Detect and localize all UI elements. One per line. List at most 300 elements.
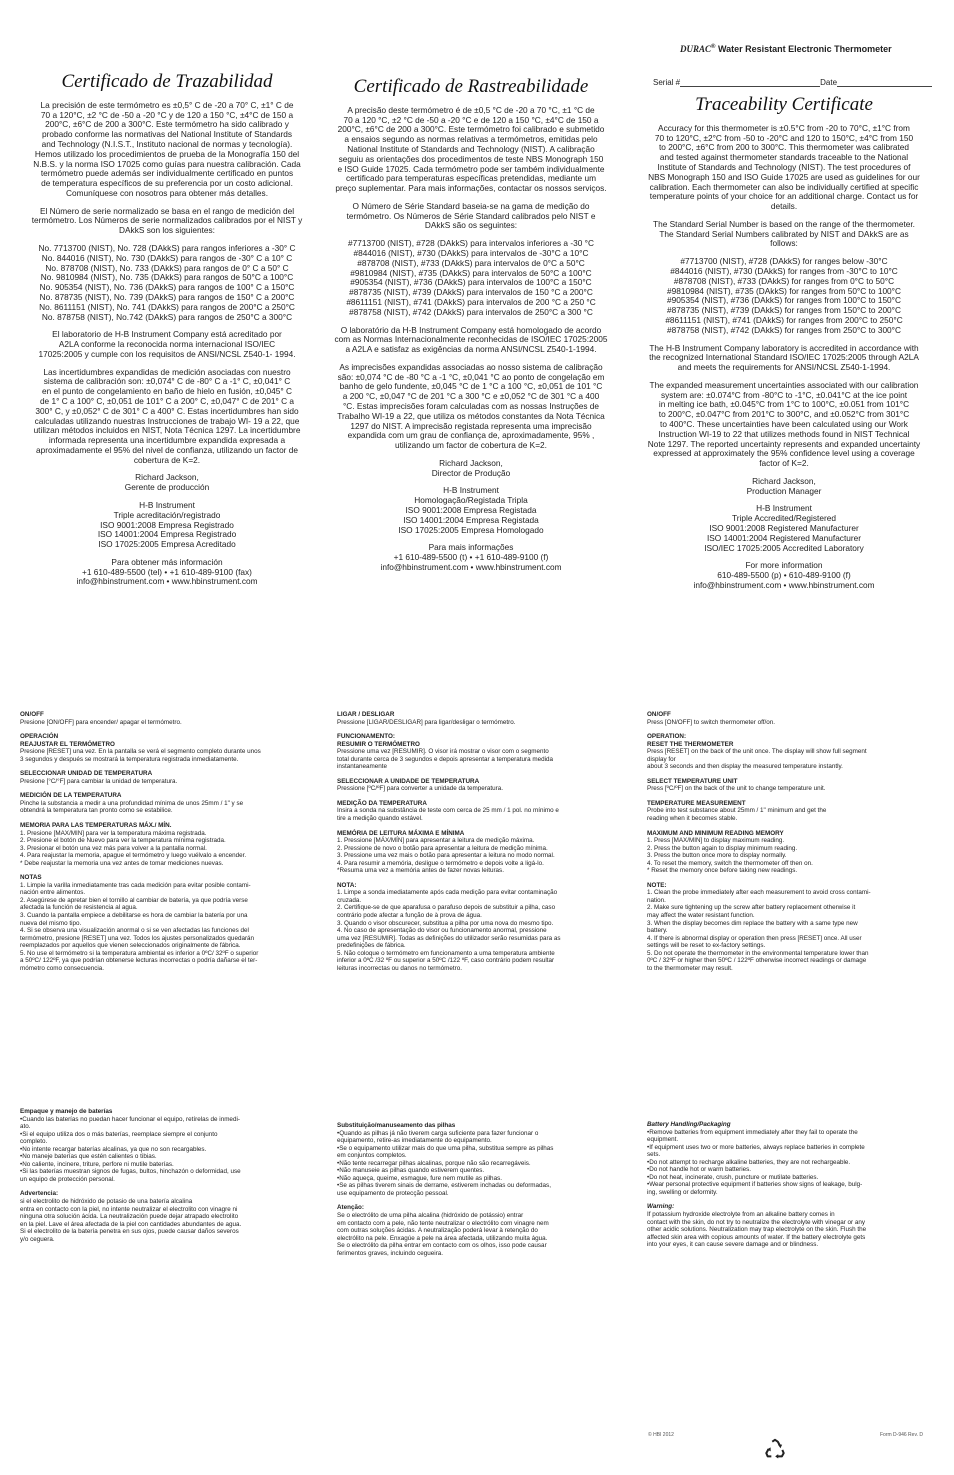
brand-header xyxy=(680,44,892,54)
text-line: de temperatura específicos de su preferencia por un costo adicional. xyxy=(41,178,293,189)
english-warning-label: Warning: xyxy=(647,1203,675,1211)
english-contact xyxy=(636,561,932,590)
spanish-accuracy xyxy=(22,101,312,199)
text-line: expandida com um grau de confiança de, aproximadamente, 95% , xyxy=(347,430,595,441)
section-heading xyxy=(337,733,619,748)
text-line: #905354 (NIST), #736 (DAkkS) for ranges from 100°C to 150°C xyxy=(667,295,901,306)
body-line: battery. xyxy=(647,927,668,935)
text-line: No. 878708 (NIST), No. 733 (DAkkS) para rangos de 0° C a 50° C xyxy=(45,262,289,273)
section-heading xyxy=(20,822,302,830)
body-line: may affect the water resistant function. xyxy=(647,912,755,920)
text-line: The H-B Instrument Company laboratory is accredited in accordance with xyxy=(649,342,919,353)
text-line: #9810984 (NIST), #735 (DAkkS) for ranges from 50°C to 100°C xyxy=(667,285,901,296)
text-line: the recognized International Standard ISO/IEC 17025:2005 through A2LA xyxy=(649,352,919,363)
portuguese-instructions xyxy=(337,711,619,979)
heading-line: REAJUSTAR EL TERMÓMETRO xyxy=(20,740,115,748)
body-line: reemplazados por aquellos que vienen seleccionados originalmente de fábrica. xyxy=(20,942,241,950)
spanish-certificate xyxy=(22,72,312,595)
portuguese-title: Certificado de Rastreabilidade xyxy=(353,76,589,97)
section-heading xyxy=(647,711,929,719)
text-line: Triple Accredited/Registered xyxy=(732,513,836,524)
text-line: sets. xyxy=(647,1151,661,1159)
text-line: #878708 (NIST), #733 (DAkkS) para intervalos de 0°C a 50°C xyxy=(357,257,585,268)
text-line: #878735 (NIST), #739 (DAkkS) for ranges from 150°C to 200°C xyxy=(667,305,901,316)
text-line: •Wear personal protective equipment if batteries show signs of leakage, bulg- xyxy=(647,1181,863,1189)
spanish-warning-label: Advertencia: xyxy=(20,1190,59,1198)
text-line: #878708 (NIST), #733 (DAkkS) for ranges from 0°C to 50°C xyxy=(673,275,895,286)
body-line: 4. Para resumir a memória, desligue o termómetro e depois volte a ligá-lo. xyxy=(337,859,544,867)
body-line: instantaneamente xyxy=(337,763,388,771)
text-line: to 200°C, ±6°C from 200 to 300°C. This thermometer was calibrated xyxy=(658,142,909,153)
section-body xyxy=(647,837,929,875)
text-line: into your eyes, it can cause severe damage and or blindness. xyxy=(647,1241,819,1249)
text-line: 17025:2005 y cumple con los requisitos de ANSI/NCSL Z540-1- 1994. xyxy=(38,348,296,359)
heading-line: OPERATION: xyxy=(647,733,687,741)
text-line: °C. Estas imprecisões foram calculadas com as nossas Instruções de xyxy=(342,400,600,411)
text-line: electrólito na pele. Enxagúe a pele na área afectada, utilizando muita água. xyxy=(337,1234,548,1242)
section-body xyxy=(20,800,302,815)
text-line: equipment. xyxy=(647,1136,679,1144)
section-body xyxy=(647,889,929,972)
section-body xyxy=(647,748,929,771)
text-line: termómetro. Os Números de Série Standard calibrados pelo NIST e xyxy=(346,210,596,221)
section-heading xyxy=(20,733,302,748)
section-heading xyxy=(647,882,929,890)
text-line: banho de gelo fundente, ±0,045 °C de 1 °C a 100 °C, ±0,051 de 101 °C xyxy=(339,381,603,392)
text-line: O Número de Série Standard baseia-se na gama de medição do xyxy=(352,200,590,211)
text-line: temperature points of your choice for an additional charge. Contact us for xyxy=(649,191,919,202)
text-line: em contacto com a pele, não tente neutralizar o electrólito com vinagre nem xyxy=(337,1219,549,1227)
body-line: settings will be reset to ex-factory settings. xyxy=(647,942,766,950)
section-heading xyxy=(20,711,302,719)
heading-line: NOTE: xyxy=(647,881,667,889)
text-line: #878735 (NIST), #739 (DAkkS) para intervalos de 150 °C a 200°C xyxy=(349,287,593,298)
section-body xyxy=(337,719,619,727)
body-line: 5. Do not operate the thermometer in the environmental temperature lower than xyxy=(647,949,869,957)
portuguese-company xyxy=(326,486,616,535)
text-line: probado conforme las normativas del National Institute of Standards xyxy=(42,129,292,140)
text-line: 200°C, ±6°C de 200 a 300°C. Este termómetro foi calibrado e submetido xyxy=(337,124,605,135)
text-line: certificado para temperaturas específicas pretendidas, mediante um xyxy=(346,173,596,184)
text-line: to 400°C. These uncertainties have been calculated using our Work xyxy=(660,418,908,429)
text-line: No. 844016 (NIST), No. 730 (DAkkS) para rangos de -30° C a 10° C xyxy=(41,252,293,263)
body-line: 1. Press [MAX/MIN] to display maximum reading. xyxy=(647,837,785,845)
text-line: National Institute of Standards and Technology (NIST). A calibração xyxy=(347,144,595,155)
text-line: informada representa una incertidumbre expandida expresada a xyxy=(48,435,286,446)
text-line: em conjuntos completos. xyxy=(337,1152,407,1160)
english-certificate xyxy=(636,95,932,599)
section-body xyxy=(647,807,929,822)
text-line: El Número de serie normalizado se basa en el rango de medición del xyxy=(39,205,295,216)
english-instructions xyxy=(647,711,929,979)
body-line: uma vez [RESUMIR]. Todas as definições do utilizador serão resumidas para as xyxy=(337,934,561,942)
text-line: ISO 9001:2008 Empresa Registada xyxy=(405,505,537,516)
english-signature xyxy=(636,477,932,497)
text-line: de 1° C a 100° C, ±0,051 de 101° C a 200° C, ±0,047° C de 201° C a xyxy=(39,395,295,406)
text-line: details. xyxy=(770,201,798,212)
text-line: and tested against thermometer standards traceable to the National xyxy=(659,152,909,163)
text-line: No. 9810984 (NIST), No. 735 (DAkkS) para rangos de 50°C a 100°C xyxy=(40,272,294,283)
section-heading xyxy=(337,800,619,808)
body-line: tire a medição quando estável. xyxy=(337,815,423,823)
body-line: 4. To reset the memory, switch the thermometer off then on. xyxy=(647,859,813,867)
text-line: H-B Instrument xyxy=(139,500,195,511)
text-line: Instruction WI-19 to 22 that utilizes methods found in NIST Technical xyxy=(658,428,910,439)
body-line: Press [ºC/ºF] on the back of the unit to change temperature unit. xyxy=(647,785,826,793)
text-line: seguiu as orientações dos procedimentos de teste NBS Monograph 150 xyxy=(338,153,604,164)
text-line: sistema de calibración son: ±0,074° C de -80° C a -1° C, ±0,041° C xyxy=(43,376,291,387)
heading-line: RESUMIR O TERMÓMETRO xyxy=(337,740,420,748)
body-line: about 3 seconds and then display the measured temperature instantly. xyxy=(647,763,843,771)
section-heading xyxy=(337,830,619,838)
body-line: 3 segundos y después se mostrará la temperatura registrada inmediatamente. xyxy=(20,755,239,763)
text-line: •Do not heat, incinerate, crush, puncture or mutilate batteries. xyxy=(647,1173,819,1181)
text-line: Comuníquese con nosotros para obtener más detalles. xyxy=(65,187,268,198)
section-body xyxy=(647,719,929,727)
spanish-warning-text xyxy=(20,1198,302,1243)
text-line: Si el electrolito de la batería penetra en sus ojos, puede causar daños severos xyxy=(20,1228,239,1236)
text-line: El laboratorio de H-B Instrument Company está acreditado por xyxy=(52,329,282,340)
text-line: com outras soluções ácidas. A neutralização poderá levar à retenção do xyxy=(337,1227,538,1235)
portuguese-accreditation xyxy=(326,326,616,355)
spanish-battery-list xyxy=(20,1116,302,1184)
text-line: A2LA conforme la reconocida norma internacional ISO/IEC xyxy=(58,339,276,350)
text-line: #878758 (NIST), #742 (DAkkS) para intervalos de 250°C a 300 °C xyxy=(349,306,593,317)
body-line: *Resuma uma vez a memória antes de fazer novas leituras. xyxy=(337,867,504,875)
text-line: As imprecisões expandidas associadas ao nosso sistema de calibração xyxy=(339,361,603,372)
body-line: 4. If there is abnormal display or operation then press [RESET] once. All user xyxy=(647,934,862,942)
text-line: other acidic solutions. Neutralization may trap electrolyte on the skin. Flush the xyxy=(647,1226,867,1234)
copyright: © HBI 2012 xyxy=(648,1432,674,1438)
text-line: cobertura de K=2. xyxy=(133,454,201,465)
body-line: 3. Press the button once more to display normally. xyxy=(647,852,787,860)
section-heading xyxy=(20,792,302,800)
text-line: N.B.S. y la norma ISO 17025 como guías para nuestra calibración. Cada xyxy=(33,158,301,169)
text-line: ISO 9001:2008 Empresa Registrado xyxy=(100,519,234,530)
body-line: 2. Presione el botón de Nuevo para ver la temperatura mínima registrada. xyxy=(20,837,226,845)
portuguese-uncertainty xyxy=(326,363,616,451)
body-line: total durante cerca de 3 segundos e depois apresentar a temperatura medida xyxy=(337,755,553,763)
text-line: aproximadamente el 95% del nivel de confianza, utilizando un factor de xyxy=(36,444,298,455)
portuguese-accuracy xyxy=(326,106,616,194)
body-line: 5. Não coloque o termómetro em funcionamento a uma temperatura ambiente xyxy=(337,949,555,957)
body-line: 2. Asegúrese de apretar bien el tornillo al cambiar de batería, ya que podría verse xyxy=(20,896,248,904)
text-line: un equipo de protección personal. xyxy=(20,1175,115,1183)
text-line: si el electrolito de hidróxido de potasio de una batería alcalina xyxy=(20,1198,193,1206)
heading-line: MEMÓRIA DE LEITURA MÁXIMA E MÍNIMA xyxy=(337,829,465,837)
text-line: •Quando as pilhas já não tiverem carga suficiente para fazer funcionar o xyxy=(337,1129,539,1137)
recycle-icon xyxy=(764,1438,786,1460)
body-line: a 50ºC/ 122ºF, ya que podrían obtenerse lecturas incorrectas o podría dañarse el ter- xyxy=(20,957,258,965)
text-line: 200°C, ±6°C de 200 a 300°C. Este termómetro ha sido calibrado y xyxy=(45,119,289,130)
portuguese-signature xyxy=(326,459,616,479)
section-body xyxy=(337,837,619,875)
text-line: •Remove batteries from equipment immediately after they fail to operate the xyxy=(647,1128,858,1136)
text-line: Se o electrólito da pilha entrar em contacto com os olhos, isso pode causar xyxy=(337,1242,547,1250)
body-line: nueva del mismo tipo. xyxy=(20,919,82,927)
text-line: a ensaios segundo as normas relativas a termómetros, emitidas pelo xyxy=(344,134,598,145)
body-line: Probe into test substance about 25mm / 1" minimum and get the xyxy=(647,807,827,815)
text-line: The expanded measurement uncertainties associated with our calibration xyxy=(649,379,919,390)
text-line: ferimentos graves, incluindo cegueira. xyxy=(337,1249,444,1257)
text-line: use equipamento de protecção pessoal. xyxy=(337,1189,449,1197)
text-line: 300° C, y ±0,052° C de 301° C a 400° C. Estas incertidumbres han sido xyxy=(35,405,299,416)
body-line: reading when it becomes stable. xyxy=(647,815,738,823)
text-line: The Standard Serial Number is based on the range of the thermometer. xyxy=(653,218,915,229)
portuguese-warning-label: Atenção: xyxy=(337,1204,364,1212)
text-line: Para obtener más información xyxy=(111,556,223,567)
serial-blank[interactable] xyxy=(680,77,820,87)
text-line: Richard Jackson, xyxy=(439,457,503,468)
text-line: If potassium hydroxide electrolyte from an alkaline battery comes in xyxy=(647,1211,835,1219)
text-line: •Não manuseie as pilhas quando estiverem quentes. xyxy=(337,1167,485,1175)
section-heading xyxy=(337,778,619,786)
body-line: cruzada. xyxy=(337,896,362,904)
brand-product-name: Water Resistant Electronic Thermometer xyxy=(717,44,892,54)
text-line: #905354 (NIST), #736 (DAkkS) para intervalos de 100°C a 150°C xyxy=(350,277,592,288)
section-heading xyxy=(647,800,929,808)
heading-line: LIGAR / DESLIGAR xyxy=(337,711,395,718)
body-line: 5. No use el termómetro si la temperatura ambiental es inferior a 0ºC/ 32ºF o superior xyxy=(20,949,259,957)
text-line: 70 to 120°C, ±2°C from -50 to -20°C and 120 to 150°C, ±4°C from 150 xyxy=(654,132,914,143)
text-line: ato. xyxy=(20,1123,31,1131)
body-line: Press [RESET] on the back of the unit once. The display will show full segment xyxy=(647,748,867,756)
section-body xyxy=(20,748,302,763)
body-line: 2. Press the button again to display minimum reading. xyxy=(647,844,798,852)
text-line: No. 905354 (NIST), No. 736 (DAkkS) para rangos de 100° C a 150°C xyxy=(39,282,295,293)
english-company xyxy=(636,504,932,553)
text-line: Richard Jackson, xyxy=(752,475,816,486)
text-line: No. 878735 (NIST), No. 739 (DAkkS) para rangos de 150° C a 200°C xyxy=(39,291,295,302)
text-line: •No maneje baterías que estén calientes o tibias. xyxy=(20,1153,157,1161)
text-line: Trabalho WI-19 a 22, que utiliza os métodos constantes da Nota Técnica xyxy=(337,410,605,421)
text-line: •Do not attempt to recharge alkaline batteries, they are not rechargeable. xyxy=(647,1158,851,1166)
text-line: ing, swelling or deformity. xyxy=(647,1188,718,1196)
text-line: Director de Produção xyxy=(431,467,511,478)
text-line: 610-489-5500 (p) • 610-489-9100 (f) xyxy=(717,570,851,581)
text-line: H-B Instrument xyxy=(756,503,812,514)
text-line: No. 8611151 (NIST), No. 741 (DAkkS) para rangos de 200°C a 250°C xyxy=(39,301,295,312)
section-body xyxy=(647,785,929,793)
body-line: afectada la función de resistencia al agua. xyxy=(20,904,138,912)
text-line: são: ±0,074 °C de -80 °C a -1 °C, ±0,041 °C ao ponto de congelação em xyxy=(337,371,605,382)
body-line: Presione [RESET] una vez. En la pantalla se verá el segmento completo durante unos xyxy=(20,748,261,756)
heading-line: MAXIMUM AND MINIMUM READING MEMORY xyxy=(647,829,784,837)
body-line: * Reset the memory once before taking new readings. xyxy=(647,867,798,875)
portuguese-serial-list xyxy=(326,239,616,317)
text-line: calculadas utilizando nuestras Instrucciones de trabajo WI- 19 a 22, que xyxy=(34,415,300,426)
text-line: ISO 14001:2004 Registered Manufacturer xyxy=(706,532,862,543)
body-line: 4. Para reajustar la memoria, apague el termómetro y luego vuélvalo a encender. xyxy=(20,852,247,860)
body-line: 1. Limpe a sonda imediatamente após cada medição para evitar contaminação xyxy=(337,889,558,897)
section-body xyxy=(337,889,619,972)
text-line: •Se o equipamento utilizar mais do que uma pilha, substitua sempre as pilhas xyxy=(337,1144,554,1152)
text-line: ISO 17025:2005 Empresa Homologado xyxy=(398,524,544,535)
body-line: to the thermometer may result. xyxy=(647,964,733,972)
body-line: inferior a 0ºC /32 ºF ou superior a 50ºC /122 ºF, caso contrário podem resultar xyxy=(337,957,555,965)
body-line: 2. Pressione de novo o botão para apresentar a leitura de medição mínima. xyxy=(337,844,548,852)
text-line: Note 1297. The reported uncertainty represents and expanded uncertainty xyxy=(647,438,921,449)
heading-line: MEMORIA PARA LAS TEMPERATURAS MÁX./ MÍN. xyxy=(20,822,172,830)
portuguese-serial-intro xyxy=(326,202,616,231)
text-line: DAkkS son los siguientes: xyxy=(119,225,215,236)
body-line: termómetro, presione [RESET] una vez. Todos los ajustes personalizados quedarán xyxy=(20,934,255,942)
section-heading xyxy=(20,874,302,882)
text-line: 1297 do NIST. A imprecisão registada representa uma imprecisão xyxy=(350,420,592,431)
text-line: 70 a 120 °C, ±2 °C de -50 a -20 °C e de 120 a 150 °C, ±4°C de 150 a xyxy=(343,114,599,125)
body-line: 4. No caso de apresentação do visor ou funcionamento anormal, pressione xyxy=(337,927,547,935)
spanish-signature xyxy=(22,473,312,493)
section-body xyxy=(337,785,619,793)
text-line: system are: ±0.074°C from -80°C to -1°C, ±0.041°C at the ice point xyxy=(660,389,908,400)
text-line: y/o ceguera. xyxy=(20,1235,55,1243)
text-line: •If equipment uses two or more batteries, always replace batteries in complete xyxy=(647,1143,865,1151)
date-label: Date xyxy=(820,78,838,87)
body-line: Pressione [LIGAR/DESLIGAR] para ligar/desligar o termómetro. xyxy=(337,718,516,726)
text-line: termómetro puede además ser individualmente certificado en puntos xyxy=(40,168,294,179)
spanish-serial-intro xyxy=(22,207,312,236)
text-line: ISO 9001:2008 Registered Manufacturer xyxy=(709,523,859,534)
text-line: #844016 (NIST), #730 (DAkkS) para intervalos de -30°C a 10°C xyxy=(353,248,589,259)
text-line: Triple acreditación/registrado xyxy=(113,509,221,520)
heading-line: TEMPERATURE MEASUREMENT xyxy=(647,799,746,807)
date-blank[interactable] xyxy=(837,77,932,87)
text-line: ISO 14001:2004 Empresa Registrado xyxy=(97,529,237,540)
body-line: leituras incorrectas ou danos no termómetro. xyxy=(337,964,462,972)
text-line: #7713700 (NIST), #728 (DAkkS) for ranges below -30°C xyxy=(680,256,888,267)
body-line: predefinições de fábrica. xyxy=(337,942,406,950)
body-line: 1. Pressione [MÁX/MÍN] para apresentar a leitura de medição máxima. xyxy=(337,837,535,845)
heading-line: OPERACIÓN xyxy=(20,733,59,741)
text-line: affected skin area with copious amounts of water. If the battery electrolyte gets xyxy=(647,1233,866,1241)
body-line: nation. xyxy=(647,896,666,904)
body-line: Pinche la substancia a medir a una profundidad mínima de unos 25mm / 1" y se xyxy=(20,799,244,807)
heading-line: SELECT TEMPERATURE UNIT xyxy=(647,777,738,785)
portuguese-warning xyxy=(337,1204,619,1257)
spanish-battery-section xyxy=(20,1108,302,1250)
english-battery-section xyxy=(647,1121,929,1256)
heading-line: SELECCIONAR A UNIDADE DE TEMPERATURA xyxy=(337,777,480,785)
text-line: •No intente recargar baterías alcalinas, ya que no son recargables. xyxy=(20,1145,207,1153)
body-line: 1. Presione [MAX/MIN] para ver la temperatura máxima registrada. xyxy=(20,829,207,837)
portuguese-battery-section xyxy=(337,1122,619,1264)
text-line: en el punto de congelamiento en baño de hielo en fusión, ±0,045° C xyxy=(41,386,293,397)
text-line: No. 878758 (NIST), No.742 (DAkkS) para rangos de 250°C a 300°C xyxy=(41,311,293,322)
section-heading xyxy=(647,830,929,838)
brand-registered: ® xyxy=(711,44,716,50)
text-line: and meets the requirements for ANSI/NCSL Z540-1-1994. xyxy=(677,362,891,373)
text-line: #8611151 (NIST), #741 (DAkkS) for ranges from 200°C to 250°C xyxy=(665,314,903,325)
serial-label: Serial # xyxy=(653,78,681,87)
text-line: contact with the skin, do not try to neutralize the electrolyte with vinegar or any xyxy=(647,1218,866,1226)
spanish-serial-list xyxy=(22,244,312,322)
heading-line: ON/OFF xyxy=(647,711,671,718)
text-line: •Não tente recarregar pilhas alcalinas, porque não são recarregáveis. xyxy=(337,1159,531,1167)
english-title: Traceability Certificate xyxy=(695,94,873,115)
text-line: •Se as pilhas tiverem sinais de derrame, estiverem inchadas ou deformadas, xyxy=(337,1182,551,1190)
body-line: 1. Clean the probe immediately after each measurement to avoid cross contami- xyxy=(647,889,871,897)
section-body xyxy=(20,778,302,786)
text-line: H-B Instrument xyxy=(443,485,499,496)
text-line: #9810984 (NIST), #735 (DAkkS) para intervalos de 50°C a 100°C xyxy=(350,267,592,278)
body-line: 0ºC / 32ºF or higher then 50ºC / 122ºF otherwise incorrect readings or damage xyxy=(647,957,867,965)
section-heading xyxy=(647,778,929,786)
section-body xyxy=(20,882,302,973)
text-line: For more information xyxy=(745,560,823,571)
text-line: Gerente de producción xyxy=(124,482,210,493)
text-line: Accuracy for this thermometer is ±0.5°C from -20 to 70°C, ±1°C from xyxy=(658,122,910,133)
text-line: completo. xyxy=(20,1138,48,1146)
spanish-instructions xyxy=(20,711,302,979)
body-line: Pressione uma vez [RESUMIR]. O visor irá mostrar o visor com o segmento xyxy=(337,748,549,756)
text-line: equipamento, retire-as imediatamente do equipamento. xyxy=(337,1137,492,1145)
text-line: DAkkS são os seguintes: xyxy=(424,220,518,231)
section-heading xyxy=(647,733,929,748)
text-line: termómetro. Los Números de serie normalizados calibrados por el NIST y xyxy=(31,215,303,226)
text-line: •Si el equipo utiliza dos o más baterías, reemplace siempre el conjunto xyxy=(20,1130,218,1138)
text-line: utilizando um factor de cobertura de K=2. xyxy=(395,440,547,451)
form-number: Form D-946 Rev. D xyxy=(880,1432,923,1438)
text-line: info@hbinstrument.com • www.hbinstrument.com xyxy=(76,576,258,587)
body-line: 3. Presionar el botón una vez más para volver a la pantalla normal. xyxy=(20,844,207,852)
text-line: Para mais informações xyxy=(428,542,514,553)
body-line: 3. When the display becomes dim replace the battery with a same type new xyxy=(647,919,858,927)
spanish-battery-heading: Empaque y manejo de baterías xyxy=(20,1108,113,1115)
body-line: Pressione [ºC/ºF] para converter a unidade da temperatura. xyxy=(337,785,503,793)
text-line: in melting ice bath, ±0.045°C from 1°C to 100°C, ±0.051 from 101°C xyxy=(658,399,910,410)
english-battery-list xyxy=(647,1129,929,1197)
section-body xyxy=(337,748,619,771)
text-line: •Não aqueça, queime, esmague, fure nem mutile as pilhas. xyxy=(337,1174,502,1182)
text-line: Production Manager xyxy=(746,485,822,496)
spanish-accreditation xyxy=(22,330,312,359)
body-line: 3. Quando o visor obscurecer, substitua a pilha por uma nova do mesmo tipo. xyxy=(337,919,554,927)
body-line: Presione [ON/OFF] para encender/ apagar el termómetro. xyxy=(20,718,182,726)
body-line: contrário pode afectar a função de à prova de água. xyxy=(337,912,482,920)
section-heading xyxy=(337,882,619,890)
body-line: mómetro como consecuencia. xyxy=(20,964,104,972)
english-warning-text xyxy=(647,1211,929,1249)
text-line: A precisão deste termómetro é de ±0,5 °C de -20 a 70 °C, ±1 °C de xyxy=(347,104,595,115)
body-line: 3. Cuando la pantalla empiece a debilitarse es hora de cambiar la batería por una xyxy=(20,912,248,920)
body-line: 3. Pressione uma vez mais o botão para apresentar a leitura no modo normal. xyxy=(337,852,555,860)
spanish-uncertainty xyxy=(22,368,312,466)
text-line: follows: xyxy=(770,238,798,249)
text-line: NBS Monograph 150 and ISO Guide 17025 are used as guidelines for our xyxy=(648,171,920,182)
text-line: Institute of Standards and Technology (NIST). The test procedures of xyxy=(657,162,911,173)
text-line: #7713700 (NIST), #728 (DAkkS) para intervalos inferiores a -30 °C xyxy=(348,238,594,249)
heading-line: MEDIÇÃO DA TEMPERATURA xyxy=(337,799,427,807)
heading-line: ON/OFF xyxy=(20,711,44,718)
english-warning xyxy=(647,1203,929,1248)
heading-line: NOTAS xyxy=(20,874,42,882)
body-line: nación entre alimentos. xyxy=(20,889,86,897)
body-line: Presione [°C/°F] para cambiar la unidad de temperatura. xyxy=(20,777,178,785)
portuguese-certificate xyxy=(326,77,616,581)
section-body xyxy=(337,807,619,822)
text-line: e ISO Guide 17025. Cada termómetro pode ser também individualmente xyxy=(337,163,605,174)
text-line: Hemos utilizado los procedimientos de prueba de la Monografía 150 del xyxy=(34,148,300,159)
text-line: #8611151 (NIST), #741 (DAkkS) para intervalos de 200 °C a 250 °C xyxy=(346,296,596,307)
body-line: Press [ON/OFF] to switch thermometer off/on. xyxy=(647,718,775,726)
text-line: •Si las baterías muestran signos de fugas, bultos, hinchazón o deformidad, use xyxy=(20,1168,241,1176)
body-line: 2. Make sure tightening up the screw after battery replacement otherwise it xyxy=(647,904,856,912)
portuguese-battery-heading: Substituição/manuseamento das pilhas xyxy=(337,1122,456,1129)
portuguese-warning-text xyxy=(337,1212,619,1257)
section-heading xyxy=(20,770,302,778)
english-serial-intro xyxy=(636,220,932,249)
text-line: com as Normas Internacionalmente reconhecidas de ISO/IEC 17025:2005 xyxy=(334,334,608,345)
